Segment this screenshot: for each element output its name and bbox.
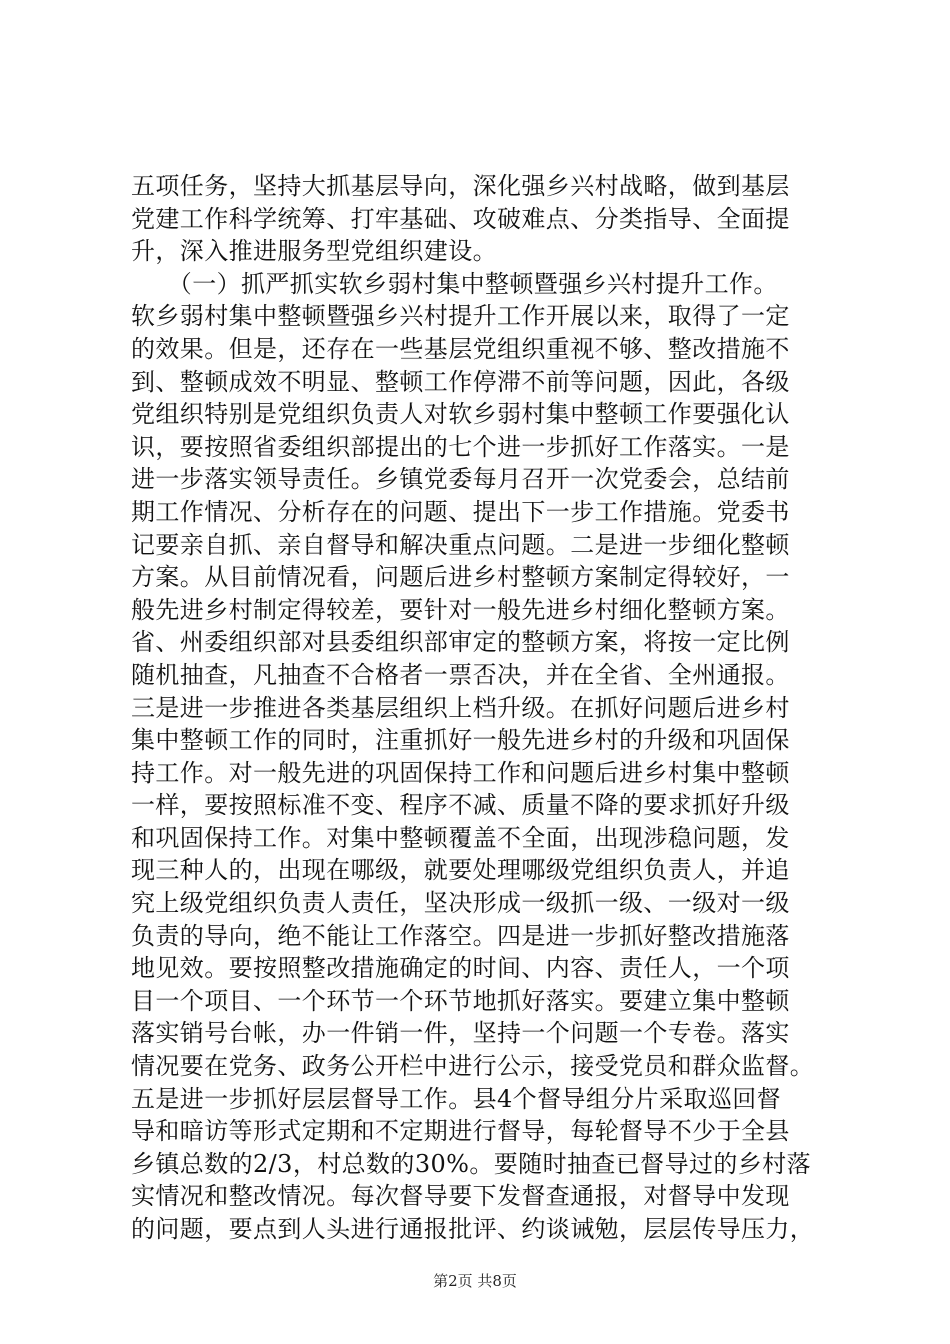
text-line: 省、州委组织部对县委组织部审定的整顿方案，将按一定比例 (131, 628, 790, 657)
text-line: 情况要在党务、政务公开栏中进行公示，接受党员和群众监督。 (131, 1052, 815, 1081)
text-line: 负责的导向，绝不能让工作落空。四是进一步抓好整改措施落 (131, 921, 790, 950)
text-line: 识，要按照省委组织部提出的七个进一步抓好工作落实。一是 (131, 432, 790, 461)
text-line: 方案。从目前情况看，问题后进乡村整顿方案制定得较好，一 (131, 563, 790, 592)
page-footer: 第2页 共8页 (433, 1272, 517, 1290)
text-line: 般先进乡村制定得较差，要针对一般先进乡村细化整顿方案。 (131, 595, 790, 624)
text-line: 实情况和整改情况。每次督导要下发督查通报，对督导中发现 (131, 1182, 790, 1211)
text-line: 的效果。但是，还存在一些基层党组织重视不够、整改措施不 (131, 334, 790, 363)
text-line: 进一步落实领导责任。乡镇党委每月召开一次党委会，总结前 (131, 465, 790, 494)
text-line: 记要亲自抓、亲自督导和解决重点问题。二是进一步细化整顿 (131, 530, 790, 559)
text-line: 随机抽查，凡抽查不合格者一票否决，并在全省、全州通报。 (131, 660, 790, 689)
text-line: 到、整顿成效不明显、整顿工作停滞不前等问题，因此，各级 (131, 367, 790, 396)
text-line: 集中整顿工作的同时，注重抓好一般先进乡村的升级和巩固保 (131, 726, 790, 755)
text-line: 三是进一步推进各类基层组织上档升级。在抓好问题后进乡村 (131, 693, 790, 722)
text-line: 究上级党组织负责人责任，坚决形成一级抓一级、一级对一级 (131, 889, 790, 918)
text-line: 党组织特别是党组织负责人对软乡弱村集中整顿工作要强化认 (131, 400, 790, 429)
text-line: 一样，要按照标准不变、程序不减、质量不降的要求抓好升级 (131, 791, 790, 820)
text-line: 期工作情况、分析存在的问题、提出下一步工作措施。党委书 (131, 497, 790, 526)
text-line: 五是进一步抓好层层督导工作。县4个督导组分片采取巡回督 (131, 1084, 782, 1113)
text-line: 和巩固保持工作。对集中整顿覆盖不全面，出现涉稳问题，发 (131, 823, 790, 852)
text-line: 五项任务，坚持大抓基层导向，深化强乡兴村战略，做到基层 (131, 172, 790, 200)
text-line: 目一个项目、一个环节一个环节地抓好落实。要建立集中整顿 (131, 986, 790, 1015)
text-line: 持工作。对一般先进的巩固保持工作和问题后进乡村集中整顿 (131, 758, 790, 787)
text-line: 现三种人的，出现在哪级，就要处理哪级党组织负责人，并追 (131, 856, 790, 885)
text-line: 升，深入推进服务型党组织建设。 (131, 237, 497, 266)
text-line: 地见效。要按照整改措施确定的时间、内容、责任人，一个项 (131, 954, 790, 983)
text-line: 软乡弱村集中整顿暨强乡兴村提升工作开展以来，取得了一定 (131, 302, 790, 331)
text-line: 导和暗访等形式定期和不定期进行督导，每轮督导不少于全县 (131, 1117, 790, 1146)
text-line: 党建工作科学统筹、打牢基础、攻破难点、分类指导、全面提 (131, 204, 790, 233)
text-line: 乡镇总数的2/3，村总数的30%。要随时抽查已督导过的乡村落 (131, 1149, 811, 1178)
text-line: 落实销号台帐，办一件销一件，坚持一个问题一个专卷。落实 (131, 1019, 790, 1048)
body-text (131, 170, 851, 1246)
text-line: （一）抓严抓实软乡弱村集中整顿暨强乡兴村提升工作。 (131, 269, 778, 298)
text-line: 的问题，要点到人头进行通报批评、约谈诫勉，层层传导压力， (131, 1215, 815, 1243)
